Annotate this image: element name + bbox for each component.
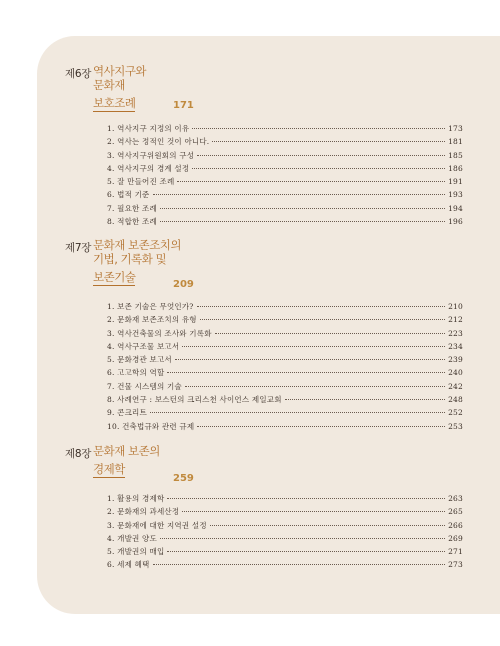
toc-item-label: 5. 개발권의 매입 — [107, 547, 165, 557]
toc-item-label: 5. 문화경관 보고서 — [107, 355, 172, 365]
toc-item-page: 240 — [448, 368, 463, 378]
chapter-title — [93, 444, 160, 478]
toc-list — [107, 300, 463, 433]
toc-list — [107, 492, 463, 572]
toc-item-label: 2. 역사는 정적인 것이 아니다. — [107, 137, 210, 147]
chapter-number: 제7장 — [65, 242, 92, 254]
chapter-title-line: 기법, 기록화 및 — [93, 252, 167, 266]
toc-item[interactable] — [107, 149, 463, 162]
toc-item[interactable] — [107, 327, 463, 340]
toc-item-label: 4. 역사구조물 보고서 — [107, 341, 180, 351]
toc-item[interactable] — [107, 162, 463, 175]
toc-item[interactable] — [107, 406, 463, 419]
toc-item-label: 3. 문화재에 대한 지역권 설정 — [107, 520, 207, 530]
dot-leader — [210, 525, 445, 526]
toc-list — [107, 122, 463, 228]
dot-leader — [200, 319, 445, 320]
toc-item-label: 3. 역사지구위원회의 구성 — [107, 150, 195, 160]
chapter-7 — [65, 238, 465, 431]
toc-item-page: 265 — [448, 507, 463, 517]
toc-item-label: 4. 개발권 양도 — [107, 533, 157, 543]
dot-leader — [197, 306, 446, 307]
dot-leader — [167, 498, 445, 499]
toc-item-page: 263 — [448, 494, 463, 503]
chapter-title — [93, 238, 181, 286]
dot-leader — [192, 168, 445, 169]
toc-item[interactable] — [107, 532, 463, 545]
toc-item-page: 252 — [448, 408, 463, 418]
chapter-header — [65, 66, 465, 126]
chapter-8 — [65, 444, 465, 570]
toc-item-label: 6. 고고학의 역할 — [107, 368, 165, 378]
dot-leader — [167, 372, 445, 373]
toc-item-label: 8. 적합한 조례 — [107, 217, 157, 227]
toc-item[interactable] — [107, 300, 463, 313]
toc-item-page: 194 — [448, 203, 463, 213]
chapter-start-page: 209 — [173, 279, 194, 290]
dot-leader — [215, 333, 445, 334]
chapter-6 — [65, 64, 465, 227]
toc-item-label: 4. 역사지구의 경계 설정 — [107, 163, 190, 173]
chapter-number: 제8장 — [65, 448, 92, 460]
toc-item[interactable] — [107, 420, 463, 433]
toc-item-page: 242 — [448, 381, 463, 391]
toc-item-page: 196 — [448, 217, 463, 227]
toc-item-page: 185 — [448, 150, 463, 160]
toc-item-label: 1. 활용의 경제학 — [107, 494, 165, 503]
dot-leader — [167, 551, 445, 552]
dot-leader — [160, 538, 445, 539]
toc-item-page: 210 — [448, 302, 463, 311]
toc-item-label: 8. 사례연구 : 보스턴의 크리스천 사이언스 제일교회 — [107, 395, 282, 405]
toc-item-page: 173 — [448, 124, 463, 133]
toc-item[interactable] — [107, 505, 463, 518]
chapter-title-line: 보호조례 — [93, 96, 136, 110]
dot-leader — [285, 399, 445, 400]
chapter-start-page: 171 — [173, 100, 194, 111]
toc-item-page: 271 — [448, 547, 463, 557]
dot-leader — [185, 386, 445, 387]
dot-leader — [212, 141, 445, 142]
toc-item[interactable] — [107, 313, 463, 326]
toc-item-label: 7. 건물 시스템의 기술 — [107, 381, 182, 391]
dot-leader — [197, 155, 445, 156]
toc-item-page: 212 — [448, 315, 463, 325]
toc-item[interactable] — [107, 340, 463, 353]
dot-leader — [150, 412, 445, 413]
toc-item-page: 193 — [448, 190, 463, 200]
chapter-title — [93, 64, 146, 112]
toc-item-label: 2. 문화재의 과세산정 — [107, 507, 180, 517]
dot-leader — [197, 426, 445, 427]
toc-item[interactable] — [107, 492, 463, 505]
dot-leader — [192, 128, 445, 129]
toc-item[interactable] — [107, 202, 463, 215]
dot-leader — [182, 511, 445, 512]
chapter-header — [65, 240, 465, 300]
dot-leader — [153, 564, 446, 565]
toc-item[interactable] — [107, 215, 463, 228]
chapter-title-line: 문화재 보존의 — [93, 444, 160, 458]
toc-item[interactable] — [107, 188, 463, 201]
toc-item-label: 2. 문화재 보존조치의 유형 — [107, 315, 197, 325]
toc-item[interactable] — [107, 558, 463, 571]
dot-leader — [160, 221, 445, 222]
toc-item-page: 234 — [448, 341, 463, 351]
toc-item[interactable] — [107, 545, 463, 558]
toc-item[interactable] — [107, 519, 463, 532]
dot-leader — [177, 181, 445, 182]
toc-item[interactable] — [107, 122, 463, 135]
toc-item-page: 269 — [448, 533, 463, 543]
toc-item[interactable] — [107, 353, 463, 366]
toc-item-page: 248 — [448, 395, 463, 405]
chapter-title-line: 역사지구와 — [93, 64, 147, 78]
dot-leader — [160, 208, 445, 209]
toc-item-label: 7. 필요한 조례 — [107, 203, 157, 213]
toc-item-page: 253 — [448, 421, 463, 431]
toc-item-label: 9. 콘크리트 — [107, 408, 147, 418]
chapter-title-line: 문화재 보존조치의 — [93, 238, 182, 252]
toc-item[interactable] — [107, 175, 463, 188]
toc-item-label: 6. 세제 혜택 — [107, 560, 150, 570]
toc-item-label: 1. 보존 기술은 무엇인가? — [107, 302, 194, 311]
toc-item-page: 266 — [448, 520, 463, 530]
toc-item-page: 181 — [448, 137, 463, 147]
chapter-title-line: 보존기술 — [93, 270, 136, 284]
chapter-number: 제6장 — [65, 68, 92, 80]
dot-leader — [153, 194, 446, 195]
toc-item[interactable] — [107, 380, 463, 393]
chapter-title-line: 문화재 — [93, 78, 125, 92]
toc-item[interactable] — [107, 366, 463, 379]
toc-item-page: 239 — [448, 355, 463, 365]
toc-item-label: 6. 법적 기준 — [107, 190, 150, 200]
chapter-title-line: 경제학 — [93, 462, 125, 476]
toc-item-label: 5. 잘 만들어진 조례 — [107, 177, 175, 187]
toc-item[interactable] — [107, 135, 463, 148]
toc-item-page: 186 — [448, 163, 463, 173]
toc-item-page: 273 — [448, 560, 463, 570]
dot-leader — [175, 359, 445, 360]
toc-item-label: 3. 역사건축물의 조사와 기록화 — [107, 328, 212, 338]
toc-item[interactable] — [107, 393, 463, 406]
dot-leader — [182, 346, 445, 347]
chapter-start-page: 259 — [173, 473, 194, 484]
toc-item-label: 10. 건축법규와 관련 규제 — [107, 421, 195, 431]
toc-item-page: 223 — [448, 328, 463, 338]
toc-item-label: 1. 역사지구 지정의 이유 — [107, 124, 190, 133]
toc-item-page: 191 — [448, 177, 463, 187]
